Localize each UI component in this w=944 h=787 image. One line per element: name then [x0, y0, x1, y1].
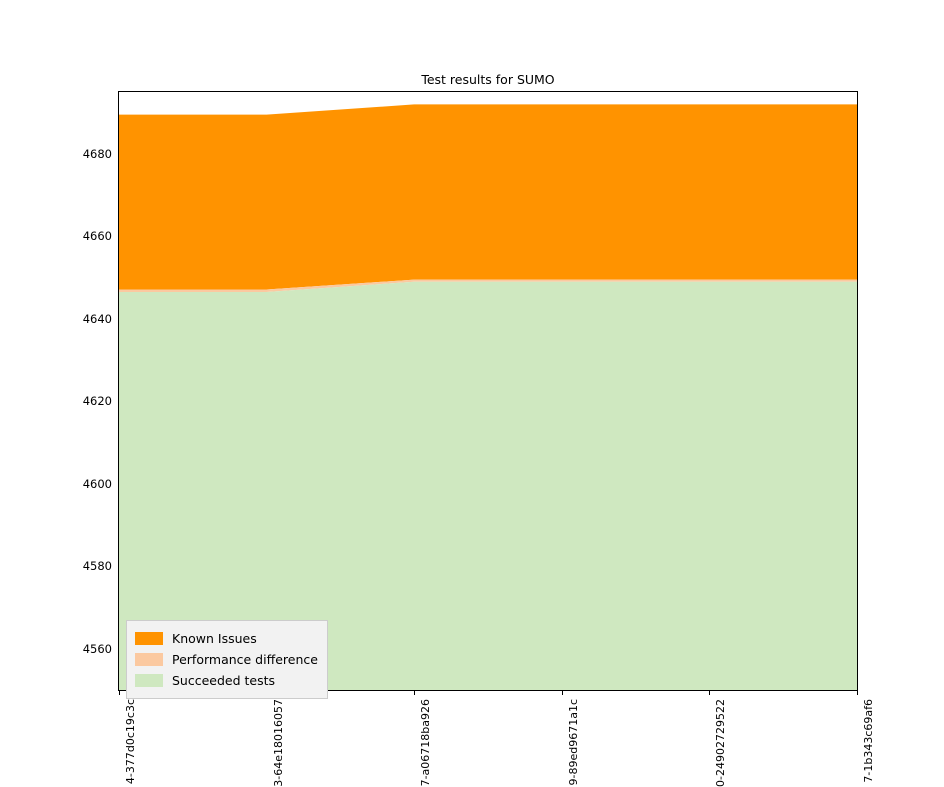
y-axis-tick-label: 4580 [82, 559, 112, 574]
y-axis-tick-label: 4600 [82, 476, 112, 491]
x-axis-tick-label: 3-64e18016057 [271, 699, 285, 787]
plot-area [118, 91, 858, 691]
x-axis-tick-label: 7-a06718ba926 [419, 699, 433, 787]
y-axis-tick-label: 4680 [82, 146, 112, 161]
x-axis-tick-label: 4-377d0c19c3c [124, 699, 137, 785]
x-axis-tick-label: 9-89ed9671a1c [566, 699, 580, 786]
x-axis-tick-mark [709, 691, 710, 695]
legend-item-label: Succeeded tests [172, 673, 276, 688]
y-axis-tick-labels [60, 91, 112, 691]
x-axis-tick-mark [857, 691, 858, 695]
chart-legend [126, 620, 328, 699]
x-axis-tick-mark [562, 691, 563, 695]
legend-item-label: Performance difference [172, 652, 318, 667]
x-axis-tick-mark [119, 691, 120, 695]
x-axis-tick-labels [118, 691, 875, 787]
y-axis-tick-label: 4660 [82, 229, 112, 244]
legend-item [135, 670, 318, 691]
y-axis-tick-label: 4620 [82, 394, 112, 409]
legend-color-swatch [135, 674, 163, 687]
legend-color-swatch [135, 653, 163, 666]
x-axis-tick-mark [414, 691, 415, 695]
chart-title: Test results for SUMO [421, 72, 555, 87]
legend-item [135, 628, 318, 649]
legend-color-swatch [135, 632, 163, 645]
area-band [119, 104, 857, 289]
y-axis-tick-label: 4560 [82, 641, 112, 656]
x-axis-tick-label: 0-24902729522 [714, 699, 728, 787]
legend-item-label: Known Issues [172, 631, 257, 646]
y-axis-tick-label: 4640 [82, 311, 112, 326]
legend-item [135, 649, 318, 670]
stacked-area-series [119, 92, 857, 690]
x-axis-tick-label: 7-1b343c69af6 [862, 699, 875, 783]
